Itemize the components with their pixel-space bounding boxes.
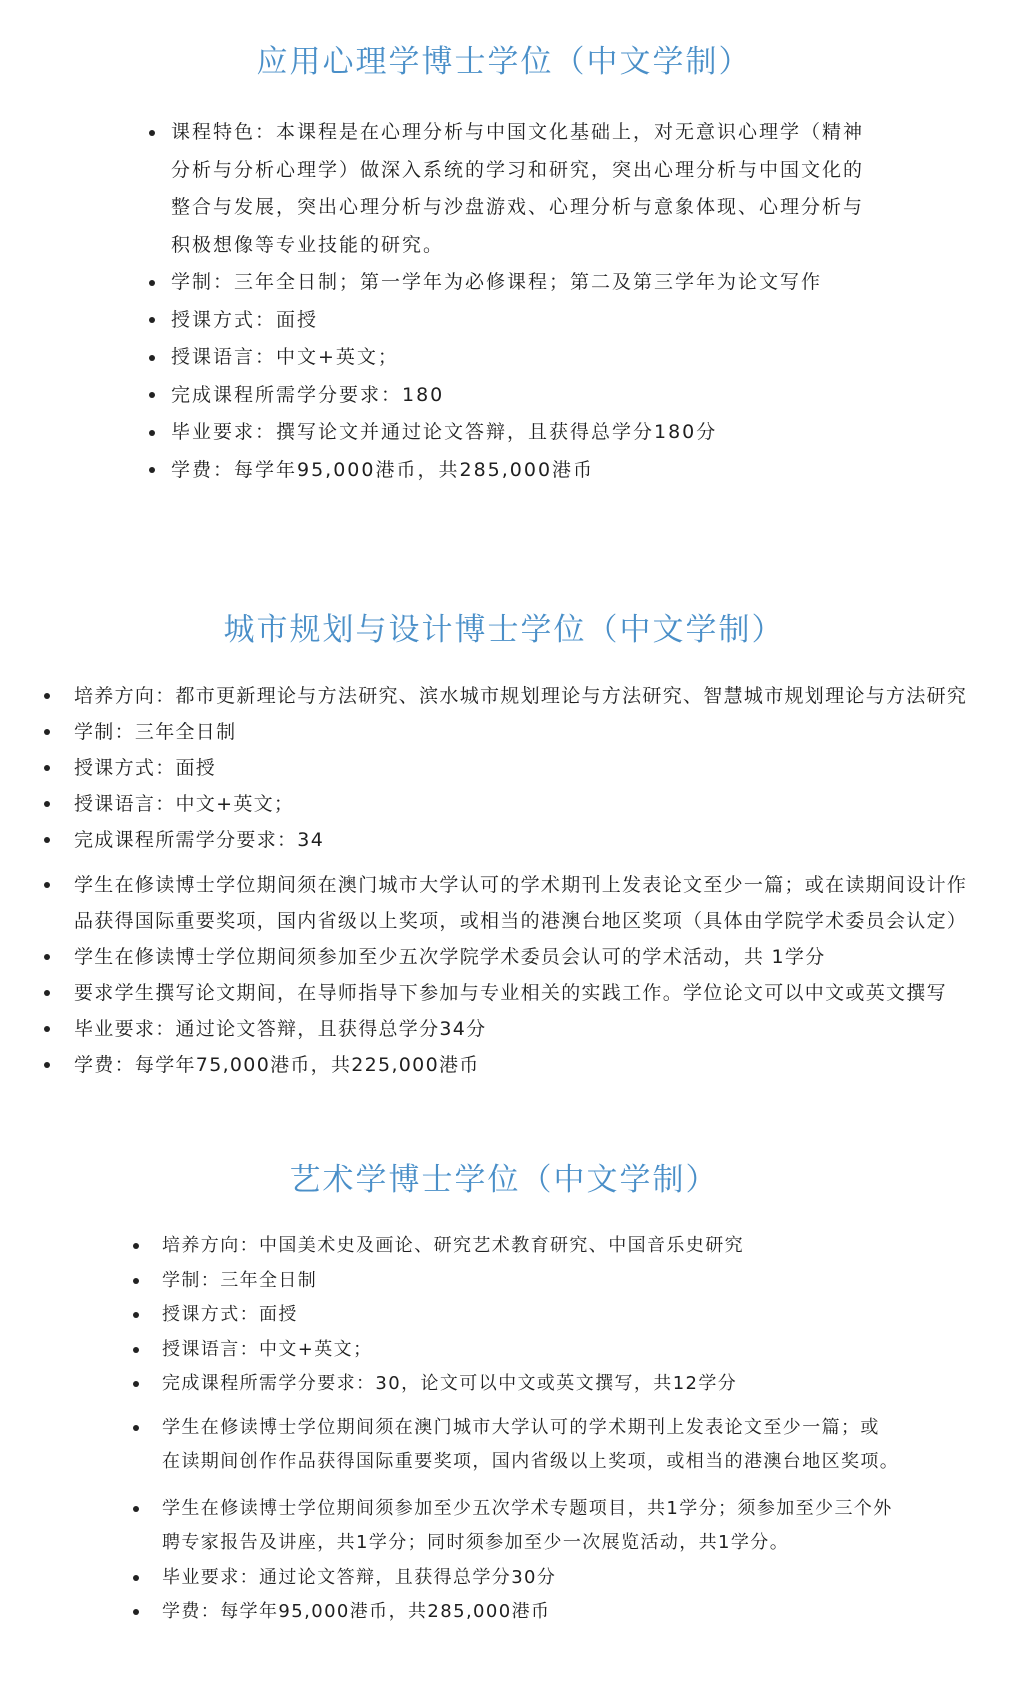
- tuition-item: [162, 1595, 899, 1630]
- tuition-item: [171, 452, 864, 490]
- bullet-icon: [44, 1026, 50, 1032]
- item-text: 课程特色：本课程是在心理分析与中国文化基础上，对无意识心理学（精神: [171, 121, 865, 143]
- section-title-urban-planning: 城市规划与设计博士学位（中文学制）: [223, 612, 785, 648]
- bullet-icon: [44, 801, 50, 807]
- bullet-icon: [149, 467, 155, 473]
- item-text: 授课语言：中文+英文；: [162, 1338, 373, 1360]
- bullet-icon: [44, 1062, 50, 1068]
- course-features-item: [171, 114, 864, 264]
- item-text: 毕业要求：通过论文答辩，且获得总学分30分: [162, 1566, 557, 1588]
- item-text: 学生在修读博士学位期间须在澳门城市大学认可的学术期刊上发表论文至少一篇；或: [162, 1416, 880, 1438]
- graduation-requirement-item: [74, 1011, 967, 1047]
- bullet-icon: [133, 1243, 139, 1249]
- teaching-mode-item: [162, 1298, 899, 1333]
- publication-requirement-item: [162, 1411, 899, 1480]
- item-text: 学费：每学年95,000港币，共285,000港币: [171, 458, 595, 481]
- item-text: 完成课程所需学分要求：34: [74, 829, 325, 851]
- item-text: 毕业要求：撰写论文并通过论文答辩，且获得总学分180分: [171, 421, 718, 443]
- graduation-requirement-item: [162, 1561, 899, 1596]
- research-direction-item: [74, 678, 967, 714]
- item-text: 授课方式：面授: [74, 757, 217, 779]
- bullet-icon: [133, 1347, 139, 1353]
- bullet-icon: [133, 1425, 139, 1431]
- item-text: 学制：三年全日制；第一学年为必修课程；第二及第三学年为论文写作: [171, 271, 823, 293]
- bullet-icon: [149, 355, 155, 361]
- study-mode-item: [74, 714, 967, 750]
- bullet-icon: [44, 882, 50, 888]
- bullet-icon: [44, 837, 50, 843]
- bullet-icon: [133, 1575, 139, 1581]
- credit-requirement-item: [162, 1367, 899, 1402]
- bullet-icon: [44, 765, 50, 771]
- teaching-language-item: [171, 339, 864, 377]
- credit-requirement-item: [171, 377, 864, 415]
- publication-requirement-item: [74, 867, 967, 939]
- study-mode-item: [171, 264, 864, 302]
- section-title-arts: 艺术学博士学位（中文学制）: [289, 1162, 719, 1198]
- item-text: 学制：三年全日制: [74, 721, 237, 743]
- credit-requirement-item: [74, 822, 967, 858]
- item-text: 学生在修读博士学位期间须参加至少五次学术专题项目，共1学分；须参加至少三个外: [162, 1497, 893, 1519]
- item-text: 学生在修读博士学位期间须在澳门城市大学认可的学术期刊上发表论文至少一篇；或在读期间设计作: [74, 874, 968, 896]
- academic-activity-item: [74, 939, 967, 975]
- item-text: 授课方式：面授: [162, 1304, 298, 1325]
- item-text: 学费：每学年95,000港币，共285,000港币: [162, 1601, 551, 1622]
- item-text: 整合与发展，突出心理分析与沙盘游戏、心理分析与意象体现、心理分析与: [171, 196, 865, 218]
- item-text: 学生在修读博士学位期间须参加至少五次学院学术委员会认可的学术活动，共 1学分: [74, 946, 826, 968]
- research-direction-item: [162, 1229, 899, 1264]
- arts-details-list: [162, 1229, 899, 1630]
- bullet-icon: [133, 1381, 139, 1387]
- item-text: 毕业要求：通过论文答辩，且获得总学分34分: [74, 1018, 487, 1040]
- bullet-icon: [44, 693, 50, 699]
- bullet-icon: [133, 1312, 139, 1318]
- tuition-item: [74, 1047, 967, 1083]
- bullet-icon: [133, 1609, 139, 1615]
- teaching-mode-item: [74, 750, 967, 786]
- item-text: 在读期间创作作品获得国际重要奖项，国内省级以上奖项，或相当的港澳台地区奖项。: [162, 1451, 900, 1472]
- item-text: 品获得国际重要奖项，国内省级以上奖项，或相当的港澳台地区奖项（具体由学院学术委员会认定）: [74, 910, 968, 932]
- bullet-icon: [44, 729, 50, 735]
- teaching-language-item: [162, 1333, 899, 1368]
- urban-planning-details-list: [74, 678, 967, 1083]
- bullet-icon: [149, 392, 155, 398]
- bullet-icon: [133, 1506, 139, 1512]
- item-text: 授课语言：中文+英文；: [171, 346, 399, 368]
- applied-psychology-details-list: [171, 114, 864, 489]
- bullet-icon: [149, 280, 155, 286]
- bullet-icon: [44, 954, 50, 960]
- academic-activity-item: [162, 1492, 899, 1561]
- item-text: 学费：每学年75,000港币，共225,000港币: [74, 1054, 480, 1076]
- bullet-icon: [133, 1278, 139, 1284]
- bullet-icon: [149, 430, 155, 436]
- bullet-icon: [149, 317, 155, 323]
- practice-requirement-item: [74, 975, 967, 1011]
- item-text: 培养方向：中国美术史及画论、研究艺术教育研究、中国音乐史研究: [162, 1235, 744, 1256]
- item-text: 完成课程所需学分要求：30，论文可以中文或英文撰写，共12学分: [162, 1373, 738, 1394]
- item-text: 完成课程所需学分要求：180: [171, 383, 445, 406]
- teaching-mode-item: [171, 302, 864, 340]
- section-title-applied-psychology: 应用心理学博士学位（中文学制）: [256, 44, 752, 80]
- graduation-requirement-item: [171, 414, 864, 452]
- bullet-icon: [149, 130, 155, 136]
- item-text: 培养方向：都市更新理论与方法研究、滨水城市规划理论与方法研究、智慧城市规划理论与方法研究: [74, 685, 968, 707]
- item-text: 学制：三年全日制: [162, 1269, 318, 1291]
- item-text: 分析与分析心理学）做深入系统的学习和研究，突出心理分析与中国文化的: [171, 158, 865, 181]
- item-text: 积极想像等专业技能的研究。: [171, 233, 445, 256]
- bullet-icon: [44, 990, 50, 996]
- item-text: 授课语言：中文+英文；: [74, 793, 295, 815]
- study-mode-item: [162, 1264, 899, 1299]
- item-text: 聘专家报告及讲座，共1学分；同时须参加至少一次展览活动，共1学分。: [162, 1532, 790, 1553]
- item-text: 授课方式：面授: [171, 308, 319, 331]
- item-text: 要求学生撰写论文期间，在导师指导下参加与专业相关的实践工作。学位论文可以中文或英文撰写: [74, 982, 947, 1004]
- teaching-language-item: [74, 786, 967, 822]
